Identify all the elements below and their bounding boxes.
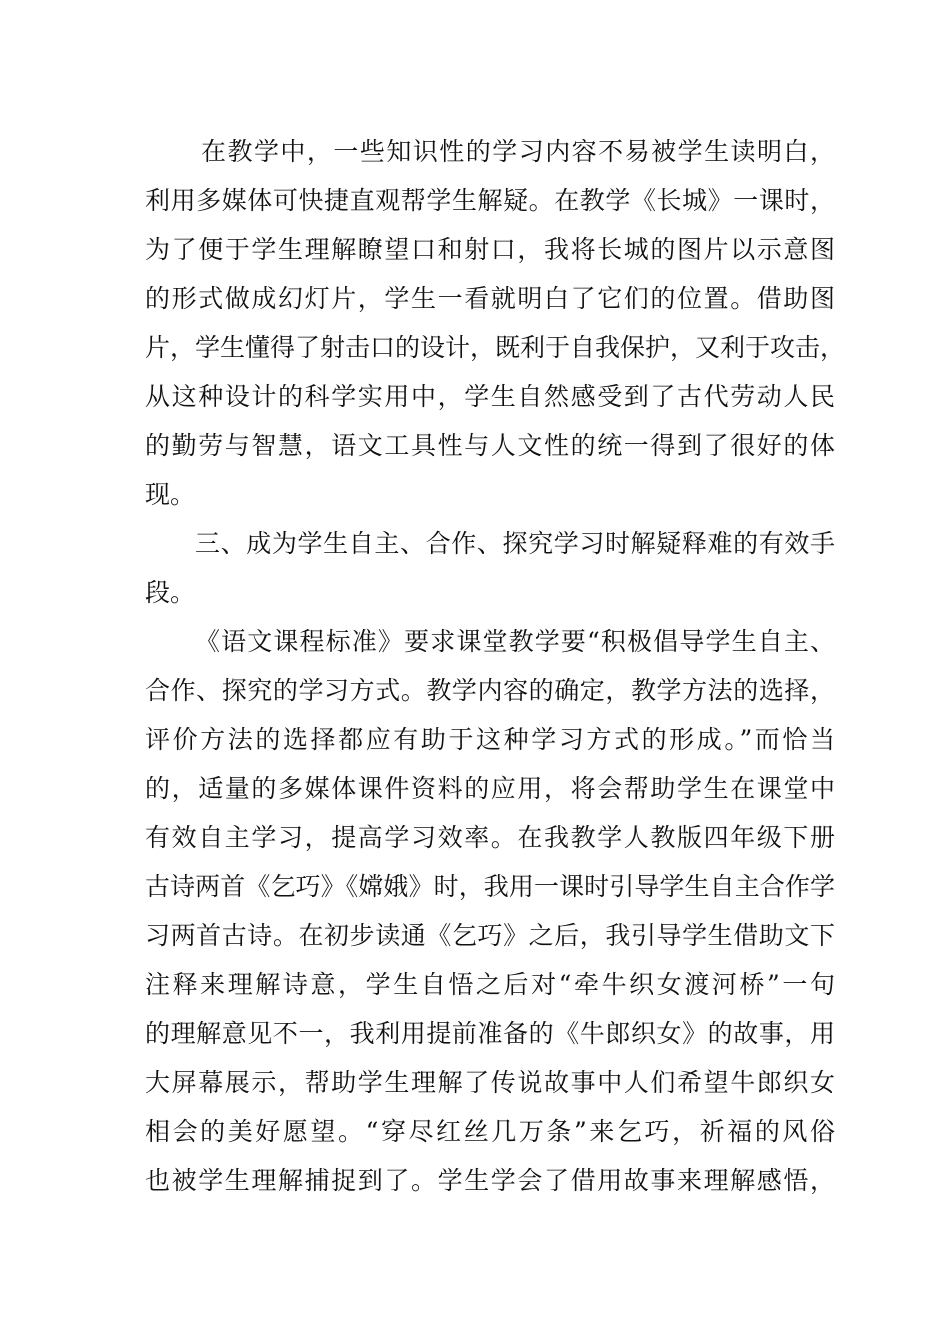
text-line: 的理解意见不一，我利用提前准备的《牛郎织女》的故事，用 (145, 1019, 835, 1048)
section-heading: 三、成为学生自主、合作、探究学习时解疑释难的有效手 (195, 529, 835, 558)
text-line: 注释来理解诗意，学生自悟之后对“牵牛织女渡河桥”一句 (145, 970, 835, 999)
text-line: 有效自主学习，提高学习效率。在我教学人教版四年级下册 (145, 823, 835, 852)
text-line: 的勤劳与智慧，语文工具性与人文性的统一得到了很好的体 (145, 431, 835, 460)
section-heading-continued: 段。 (145, 578, 196, 607)
body-text (145, 127, 846, 1205)
text-line: 现。 (145, 480, 196, 509)
text-line: 在教学中，一些知识性的学习内容不易被学生读明白， (201, 137, 835, 166)
text-line: 片，学生懂得了射击口的设计，既利于自我保护，又利于攻击， (145, 333, 846, 362)
text-line: 的，适量的多媒体课件资料的应用，将会帮助学生在课堂中 (145, 774, 835, 803)
text-line: 习两首古诗。在初步读通《乞巧》之后，我引导学生借助文下 (145, 921, 835, 950)
text-line: 评价方法的选择都应有助于这种学习方式的形成。”而恰当 (145, 725, 835, 754)
text-line: 为了便于学生理解瞭望口和射口，我将长城的图片以示意图 (145, 235, 835, 264)
text-line: 相会的美好愿望。“穿尽红丝几万条”来乞巧，祈福的风俗 (145, 1117, 835, 1146)
text-line: 大屏幕展示，帮助学生理解了传说故事中人们希望牛郎织女 (145, 1068, 835, 1097)
text-line: 《语文课程标准》要求课堂教学要“积极倡导学生自主、 (195, 627, 835, 656)
text-line: 古诗两首《乞巧》《嫦娥》时，我用一课时引导学生自主合作学 (145, 872, 835, 901)
text-line: 从这种设计的科学实用中，学生自然感受到了古代劳动人民 (145, 382, 835, 411)
text-line: 合作、探究的学习方式。教学内容的确定，教学方法的选择， (145, 676, 835, 705)
text-line: 利用多媒体可快捷直观帮学生解疑。在教学《长城》一课时， (145, 186, 835, 215)
text-line: 的形式做成幻灯片，学生一看就明白了它们的位置。借助图 (145, 284, 835, 313)
text-line: 也被学生理解捕捉到了。学生学会了借用故事来理解感悟， (145, 1166, 835, 1195)
